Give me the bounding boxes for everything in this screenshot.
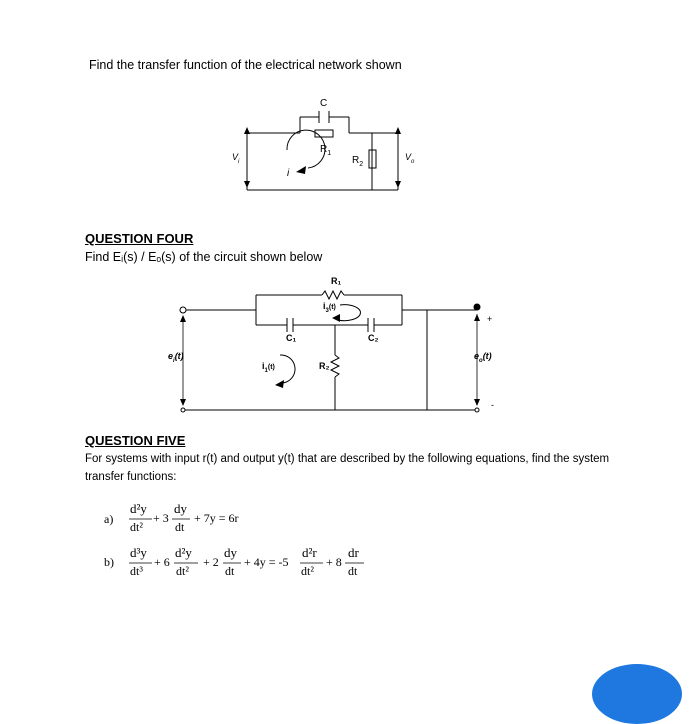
eq-b-t3-num: dy xyxy=(224,545,237,560)
eq-b-t5-den: dt xyxy=(348,564,358,578)
eq-b-t3-den: dt xyxy=(225,564,235,578)
eq-b-c3: + 2 xyxy=(203,555,219,569)
q3-label-vo: $V_o$ xyxy=(405,152,415,165)
eq-a-t1-den: dt² xyxy=(130,520,143,534)
q4-label-minus: - xyxy=(491,400,494,410)
q4-label-r1: R₁ xyxy=(331,276,342,286)
eq-a-label: a) xyxy=(104,512,114,526)
eq-b-label: b) xyxy=(104,555,114,569)
q3-label-c: C xyxy=(320,98,328,109)
q3-label-r1: $R_1$ xyxy=(320,144,332,157)
q4-label-r2: R₂ xyxy=(319,361,330,371)
q3-label-current: i xyxy=(287,168,290,179)
eq-b-c5: + 8 xyxy=(326,555,342,569)
q5-prompt-line1: For systems with input r(t) and output y(t) that are described by the following equations, find the system xyxy=(85,453,610,465)
eq-b-t1-den: dt³ xyxy=(130,564,143,578)
eq-a-t1-num: d²y xyxy=(130,501,147,516)
eq-b-t5-num: dr xyxy=(348,545,359,560)
q4-label-c1: C₁ xyxy=(286,333,297,343)
eq-b-t1-num: d³y xyxy=(130,545,147,560)
q4-label-ei: $e_i(t)$ xyxy=(168,351,184,364)
q4-label-c2: C₂ xyxy=(368,333,379,343)
q4-prompt: Find Eᵢ(s) / Eₒ(s) of the circuit shown below xyxy=(85,250,323,264)
q3-label-r2: $R_2$ xyxy=(352,155,364,168)
eq-b-c2: + 6 xyxy=(154,555,170,569)
eq-b-t4-den: dt² xyxy=(301,564,314,578)
eq-a-t2-den: dt xyxy=(175,520,185,534)
q4-heading: QUESTION FOUR xyxy=(85,231,194,246)
q4-label-plus: + xyxy=(487,314,493,324)
eq-b-t2-den: dt² xyxy=(176,564,189,578)
eq-b-t2-num: d²y xyxy=(175,545,192,560)
q3-prompt: Find the transfer function of the electrical network shown xyxy=(89,58,402,72)
eq-a-c2: + 3 xyxy=(153,511,169,525)
eq-a-rest: + 7y = 6r xyxy=(194,511,239,525)
floating-action-button[interactable] xyxy=(592,664,682,724)
q5-prompt-line2: transfer functions: xyxy=(85,471,177,483)
eq-b-mid: + 4y = -5 xyxy=(244,555,289,569)
q3-label-vi: $V_i$ xyxy=(232,152,240,165)
eq-b-t4-num: d²r xyxy=(302,545,317,560)
q4-label-i3: $i_3(t)$ xyxy=(323,301,336,314)
q4-label-eo: $e_o(t)$ xyxy=(474,351,492,364)
q4-label-i1: $i_1(t)$ xyxy=(262,361,275,374)
eq-a-t2-num: dy xyxy=(174,501,187,516)
q5-heading: QUESTION FIVE xyxy=(85,433,186,448)
